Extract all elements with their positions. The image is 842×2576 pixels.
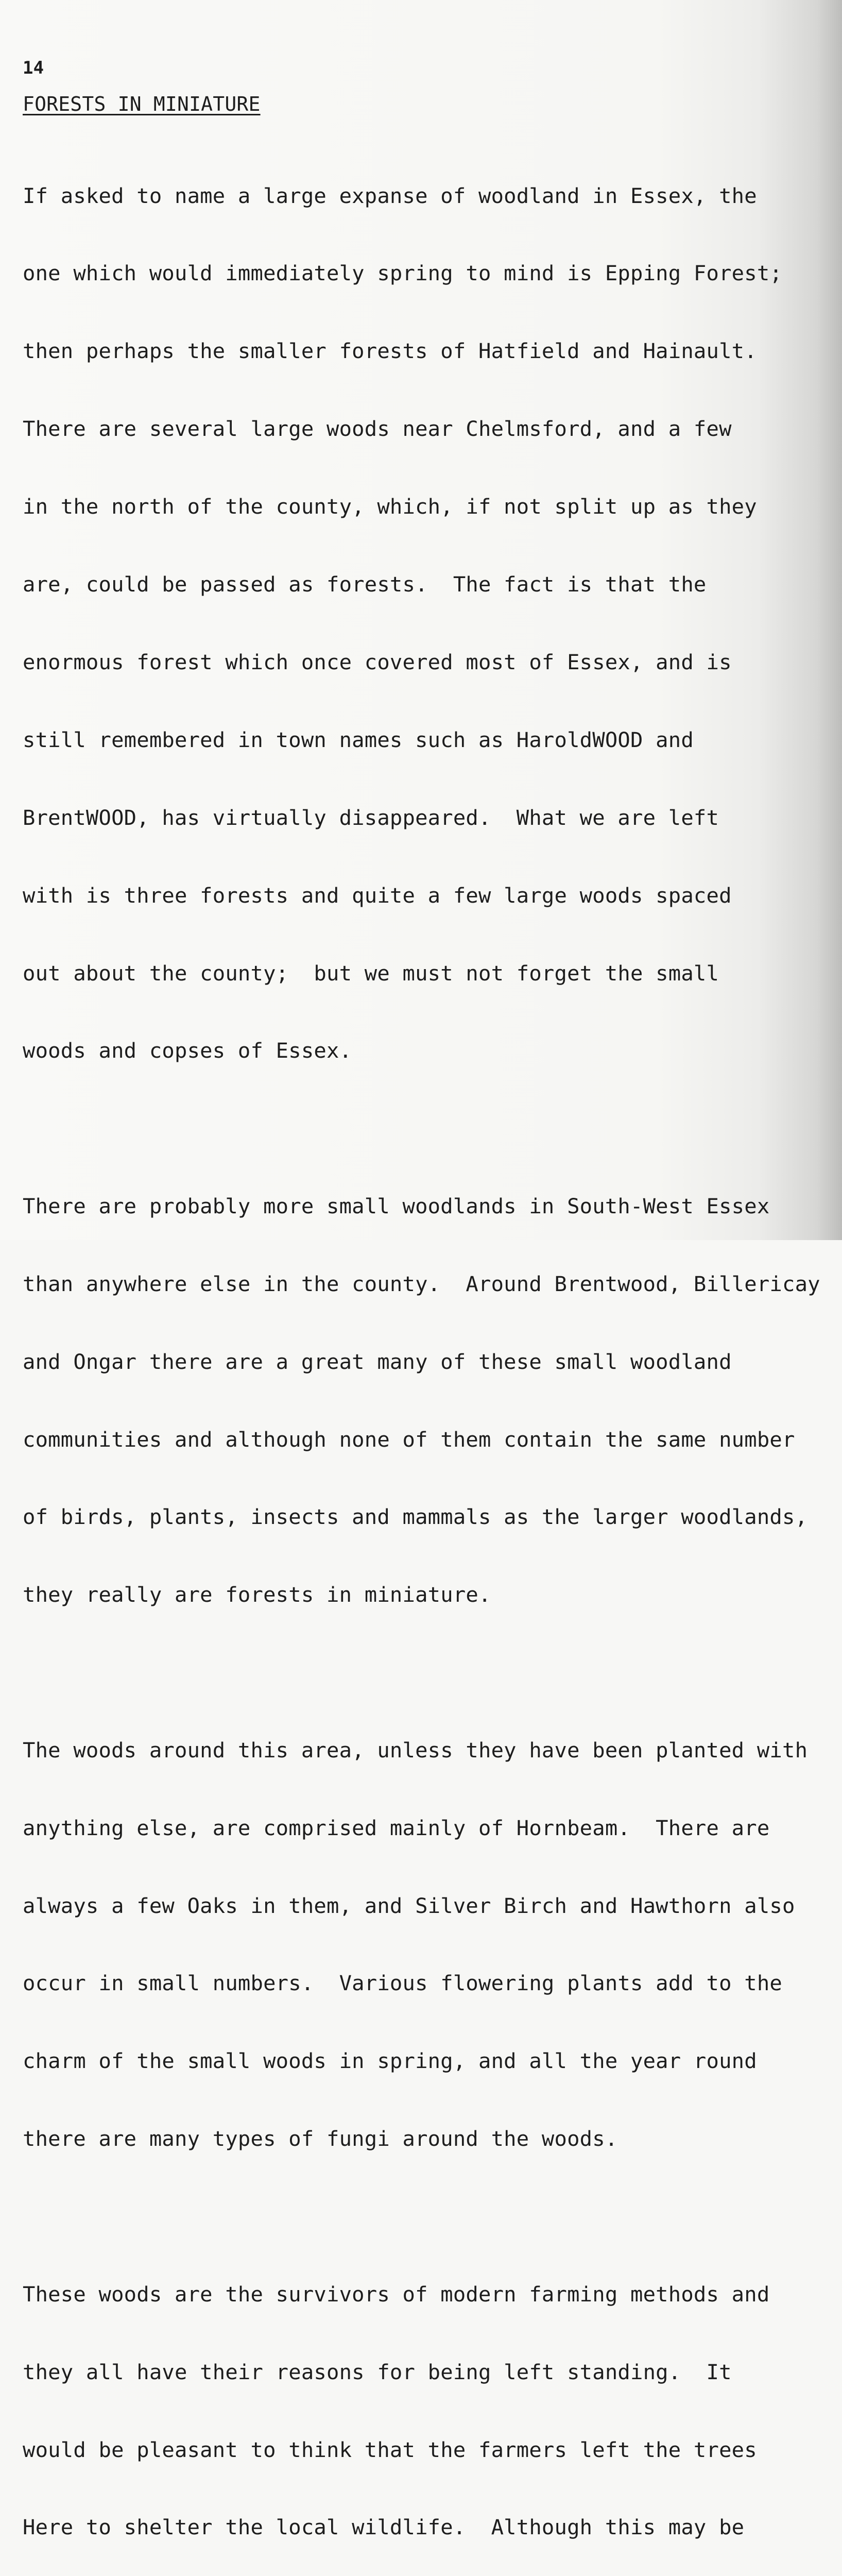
text-line: there are many types of fungi around the woods.: [23, 2126, 618, 2151]
text-line: enormous forest which once covered most of Essex, and is: [23, 649, 732, 674]
text-line: communities and although none of them contain the same number: [23, 1427, 795, 1452]
paragraph-1: [23, 131, 826, 1115]
text-line: BrentWOOD, has virtually disappeared. What we are left: [23, 805, 719, 830]
page-title: FORESTS IN MINIATURE: [23, 93, 261, 115]
text-line: in the north of the county, which, if not split up as they: [23, 494, 757, 519]
text-line: These woods are the survivors of modern farming methods and: [23, 2281, 770, 2307]
text-line: charm of the small woods in spring, and all the year round: [23, 2048, 757, 2074]
page-content: [23, 58, 826, 2576]
text-line: out about the county; but we must not forget the small: [23, 960, 719, 986]
page-number: 14: [23, 58, 44, 78]
text-line: one which would immediately spring to mind is Epping Forest;: [23, 261, 782, 286]
text-line: with is three forests and quite a few large woods spaced: [23, 883, 732, 908]
text-line: There are several large woods near Chelmsford, and a few: [23, 416, 732, 442]
text-line: There are probably more small woodlands in South-West Essex: [23, 1193, 770, 1218]
paragraph-4: [23, 2229, 826, 2576]
text-line: anything else, are comprised mainly of Hornbeam. There are: [23, 1815, 770, 1840]
text-line: still remembered in town names such as HaroldWOOD and: [23, 727, 694, 752]
text-line: Here to shelter the local wildlife. Although this may be: [23, 2515, 745, 2540]
text-line: they really are forests in miniature.: [23, 1582, 491, 1607]
text-line: of birds, plants, insects and mammals as the larger woodlands,: [23, 1504, 808, 1530]
text-line: occur in small numbers. Various flowering plants add to the: [23, 1971, 782, 1996]
paragraph-2: [23, 1141, 826, 1659]
text-line: than anywhere else in the county. Around Brentwood, Billericay: [23, 1271, 820, 1296]
text-line: and Ongar there are a great many of these small woodland: [23, 1349, 732, 1374]
text-line: woods and copses of Essex.: [23, 1038, 352, 1063]
text-line: always a few Oaks in them, and Silver Birch and Hawthorn also: [23, 1893, 795, 1918]
text-line: would be pleasant to think that the farmers left the trees: [23, 2437, 757, 2462]
text-line: then perhaps the smaller forests of Hatfield and Hainault.: [23, 338, 757, 364]
text-line: If asked to name a large expanse of woodland in Essex, the: [23, 183, 757, 208]
text-line: are, could be passed as forests. The fact is that the: [23, 572, 707, 597]
text-line: they all have their reasons for being left standing. It: [23, 2359, 732, 2384]
paragraph-3: [23, 1685, 826, 2204]
text-line: The woods around this area, unless they have been planted with: [23, 1737, 808, 1762]
